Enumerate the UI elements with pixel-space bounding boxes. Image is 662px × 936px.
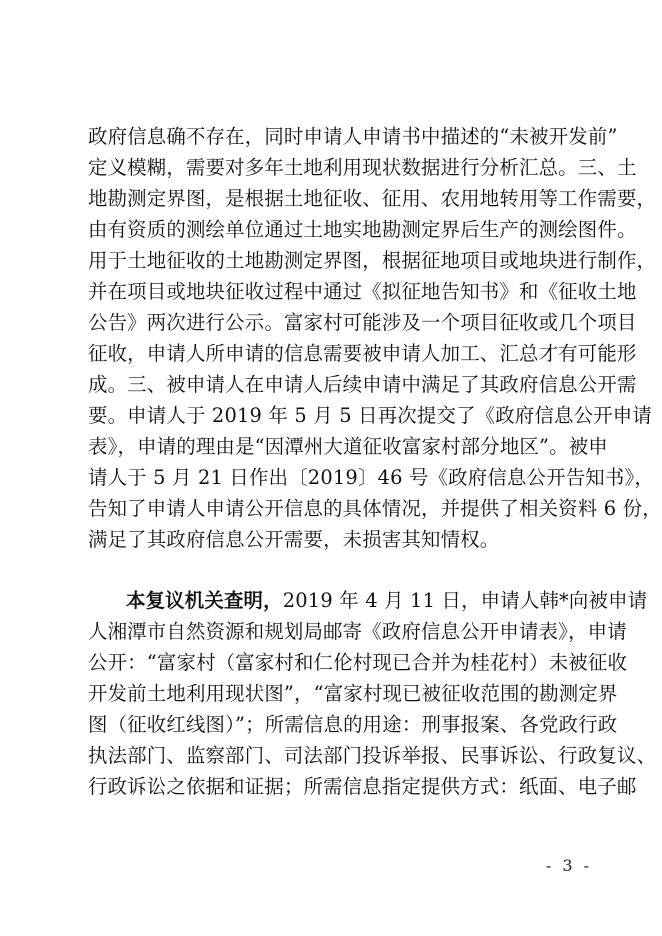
text-line: 要。申请人于 2019 年 5 月 5 日再次提交了《政府信息公开申请: [88, 404, 652, 427]
first-line-rest: 2019 年 4 月 11 日，申请人韩*向被申请: [282, 589, 648, 612]
text-line: 政府信息确不存在，同时申请人申请书中描述的“未被开发前”: [88, 125, 618, 148]
text-line: 地勘测定界图，是根据土地征收、征用、农用地转用等工作需要，: [88, 187, 657, 210]
paragraph-2: [88, 585, 657, 802]
text-line: 满足了其政府信息公开需要，未损害其知情权。: [88, 528, 500, 551]
text-line: 并在项目或地块征收过程中通过《拟征地告知书》和《征收土地: [88, 280, 637, 303]
text-line: 图（征收红线图）”；所需信息的用途：刑事报案、各党政行政: [88, 713, 618, 736]
text-line: 告知了申请人申请公开信息的具体情况，并提供了相关资料 6 份，: [88, 497, 662, 520]
text-line: 定义模糊，需要对多年土地利用现状数据进行分析汇总。三、土: [88, 156, 637, 179]
text-line: 开发前土地利用现状图”，“富家村现已被征收范围的勘测定界: [88, 682, 618, 705]
text-line: 执法部门、监察部门、司法部门投诉举报、民事诉讼、行政复议、: [88, 744, 657, 767]
text-line: 人湘潭市自然资源和规划局邮寄《政府信息公开申请表》，申请: [88, 620, 627, 643]
text-line: 行政诉讼之依据和证据；所需信息指定提供方式：纸面、电子邮: [88, 775, 637, 798]
text-line: 公告》两次进行公示。富家村可能涉及一个项目征收或几个项目: [88, 311, 637, 334]
text-line: 成。三、被申请人在申请人后续申请中满足了其政府信息公开需: [88, 373, 637, 396]
text-line: 表》，申请的理由是“因潭州大道征收富家村部分地区”。被申: [88, 435, 608, 458]
paragraph-1: [88, 121, 662, 555]
text-line: 征收，申请人所申请的信息需要被申请人加工、汇总才有可能形: [88, 342, 637, 365]
page-number: - 3 -: [545, 856, 592, 875]
text-line: 请人于 5 月 21 日作出〔2019〕46 号《政府信息公开告知书》，: [88, 466, 654, 489]
text-line: 用于土地征收的土地勘测定界图，根据征地项目或地块进行制作，: [88, 249, 657, 272]
text-line-first: [88, 585, 648, 616]
text-line: 公开：“富家村（富家村和仁伦村现已合并为桂花村）未被征收: [88, 651, 628, 674]
text-line: 由有资质的测绘单位通过土地实地勘测定界后生产的测绘图件。: [88, 218, 637, 241]
paragraph-lead: 本复议机关查明，: [126, 589, 283, 612]
